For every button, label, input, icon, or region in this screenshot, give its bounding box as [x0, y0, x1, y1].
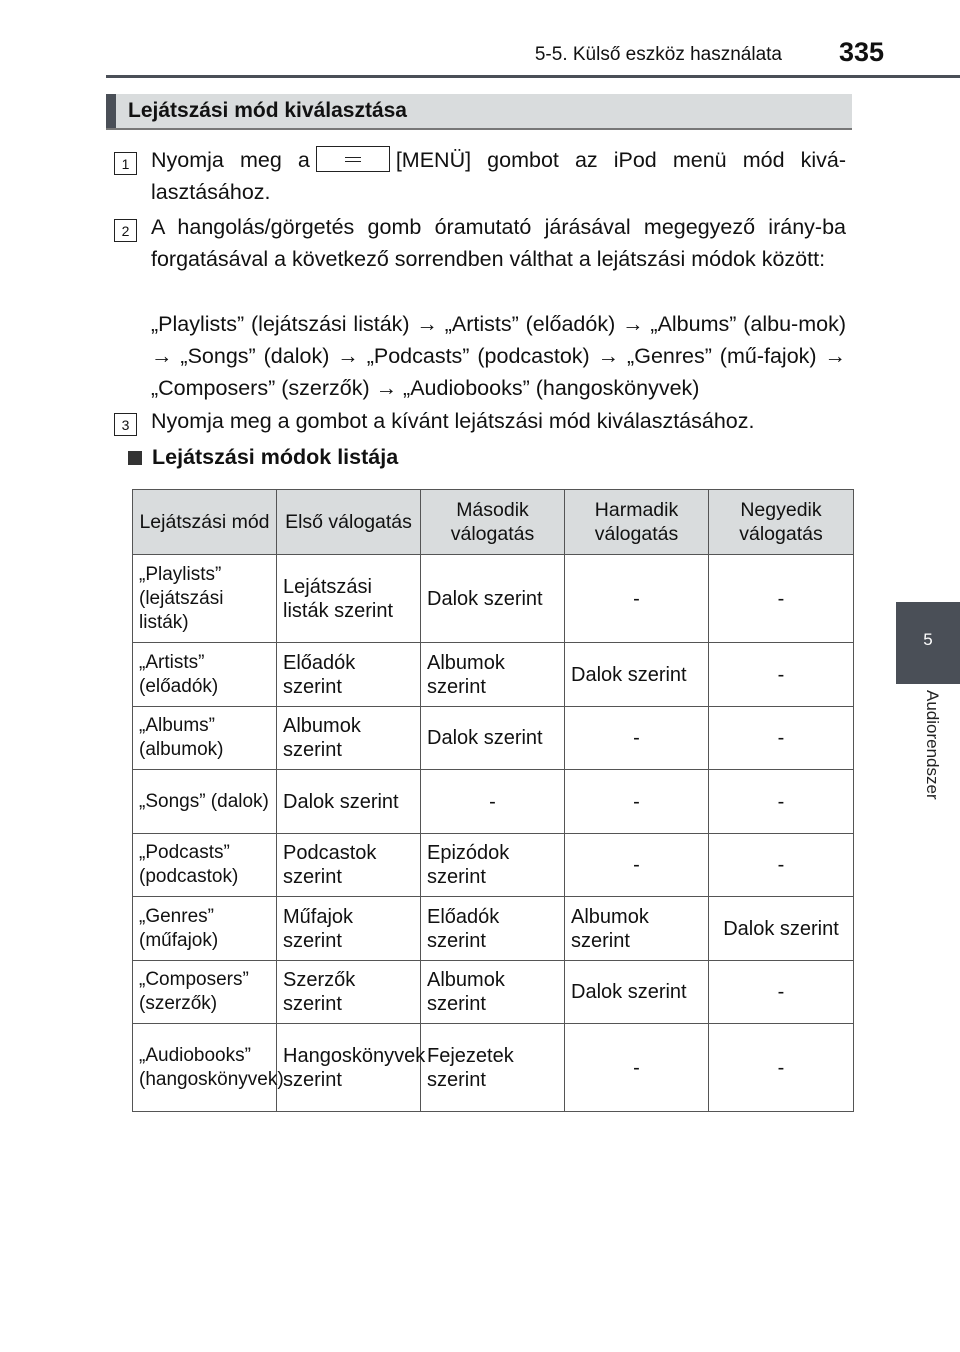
- list-heading: [128, 445, 398, 470]
- table-cell: Előadók szerint: [277, 643, 421, 707]
- mode-cell: „Artists” (előadók): [133, 643, 277, 707]
- table-cell: Hangoskönyvek szerint: [277, 1024, 421, 1112]
- header-cell: Harmadik válogatás: [565, 490, 709, 555]
- table-cell: Dalok szerint: [421, 707, 565, 770]
- table-cell: -: [709, 834, 854, 897]
- list-heading-text: Lejátszási módok listája: [152, 445, 399, 469]
- header-cell: Negyedik válogatás: [709, 490, 854, 555]
- table-row: [133, 555, 854, 643]
- mode-cell: „Albums” (albumok): [133, 707, 277, 770]
- table-cell: -: [709, 961, 854, 1024]
- table-cell: -: [709, 555, 854, 643]
- square-bullet-icon: [128, 451, 142, 465]
- step-badge-3: 3: [114, 413, 137, 436]
- table-row: [133, 834, 854, 897]
- header-rule: [106, 75, 960, 78]
- step-1-text: [151, 144, 846, 208]
- table-row: [133, 643, 854, 707]
- table-cell: Albumok szerint: [421, 961, 565, 1024]
- table-cell: Dalok szerint: [565, 643, 709, 707]
- header-cell: Lejátszási mód: [133, 490, 277, 555]
- table-cell: Lejátszási listák szerint: [277, 555, 421, 643]
- step-badge-2: 2: [114, 219, 137, 242]
- table-cell: -: [565, 834, 709, 897]
- step-2-sequence: „Playlists” (lejátszási listák) → „Artists” (előadók) → „Albums” (albu-mok) → „Songs” (dalok) → „Podcasts” (podcastok) → „Genres” (mű-fajok) → „Composers” (szerzők) → „Audiobooks” (hangoskönyvek): [151, 312, 846, 400]
- mode-cell: „Podcasts” (podcastok): [133, 834, 277, 897]
- table-cell: Epizódok szerint: [421, 834, 565, 897]
- table-row: [133, 961, 854, 1024]
- table-cell: -: [421, 770, 565, 834]
- table-cell: Albumok szerint: [565, 897, 709, 961]
- mode-cell: „Composers” (szerzők): [133, 961, 277, 1024]
- table-row: [133, 770, 854, 834]
- mode-cell: „Songs” (dalok): [133, 770, 277, 834]
- step-1-after: [MENÜ] gombot az iPod menü mód kivá-lasztásához.: [151, 148, 847, 204]
- table-cell: Műfajok szerint: [277, 897, 421, 961]
- table-cell: -: [565, 1024, 709, 1112]
- section-heading-text: Lejátszási mód kiválasztása: [128, 99, 407, 122]
- header-cell: Első válogatás: [277, 490, 421, 555]
- step-badge-1: 1: [114, 152, 137, 175]
- table-cell: Dalok szerint: [709, 897, 854, 961]
- step-1-before: Nyomja meg a: [151, 148, 310, 172]
- playback-modes-table: [132, 489, 854, 1112]
- table-cell: Dalok szerint: [565, 961, 709, 1024]
- table-cell: Podcastok szerint: [277, 834, 421, 897]
- step-3-text: Nyomja meg a gombot a kívánt lejátszási mód kiválasztásához.: [151, 409, 755, 433]
- table-cell: Előadók szerint: [421, 897, 565, 961]
- page-header: [0, 0, 960, 80]
- section-title: 5-5. Külső eszköz használata: [534, 44, 782, 65]
- header-cell: Második válogatás: [421, 490, 565, 555]
- table-header-row: [133, 490, 854, 555]
- table-cell: -: [709, 643, 854, 707]
- table-cell: -: [565, 555, 709, 643]
- table-row: [133, 707, 854, 770]
- step-2-text: A hangolás/görgetés gomb óramutató járásával megegyező irány-ba forgatásával a következő sorrendben válthat a lejátszási módok között:: [151, 215, 846, 271]
- heading-accent: [106, 94, 116, 128]
- table-cell: -: [709, 770, 854, 834]
- table-cell: -: [709, 707, 854, 770]
- table-cell: -: [565, 707, 709, 770]
- page-number: 335: [838, 37, 884, 67]
- table-cell: Szerzők szerint: [277, 961, 421, 1024]
- chapter-tab: [896, 602, 960, 684]
- table-row: [133, 1024, 854, 1112]
- table-cell: -: [709, 1024, 854, 1112]
- mode-cell: „Genres” (műfajok): [133, 897, 277, 961]
- table-cell: Albumok szerint: [277, 707, 421, 770]
- table-cell: -: [565, 770, 709, 834]
- table-cell: Fejezetek szerint: [421, 1024, 565, 1112]
- chapter-number: 5: [923, 630, 933, 649]
- table-cell: Dalok szerint: [277, 770, 421, 834]
- table-cell: Albumok szerint: [421, 643, 565, 707]
- table-cell: Dalok szerint: [421, 555, 565, 643]
- mode-cell: „Playlists” (lejátszási listák): [133, 555, 277, 643]
- table-row: [133, 897, 854, 961]
- mode-cell: „Audiobooks” (hangoskönyvek): [133, 1024, 277, 1112]
- chapter-label: Audiorendszer: [923, 690, 942, 800]
- menu-button-icon: [316, 146, 390, 172]
- section-heading: [106, 94, 852, 130]
